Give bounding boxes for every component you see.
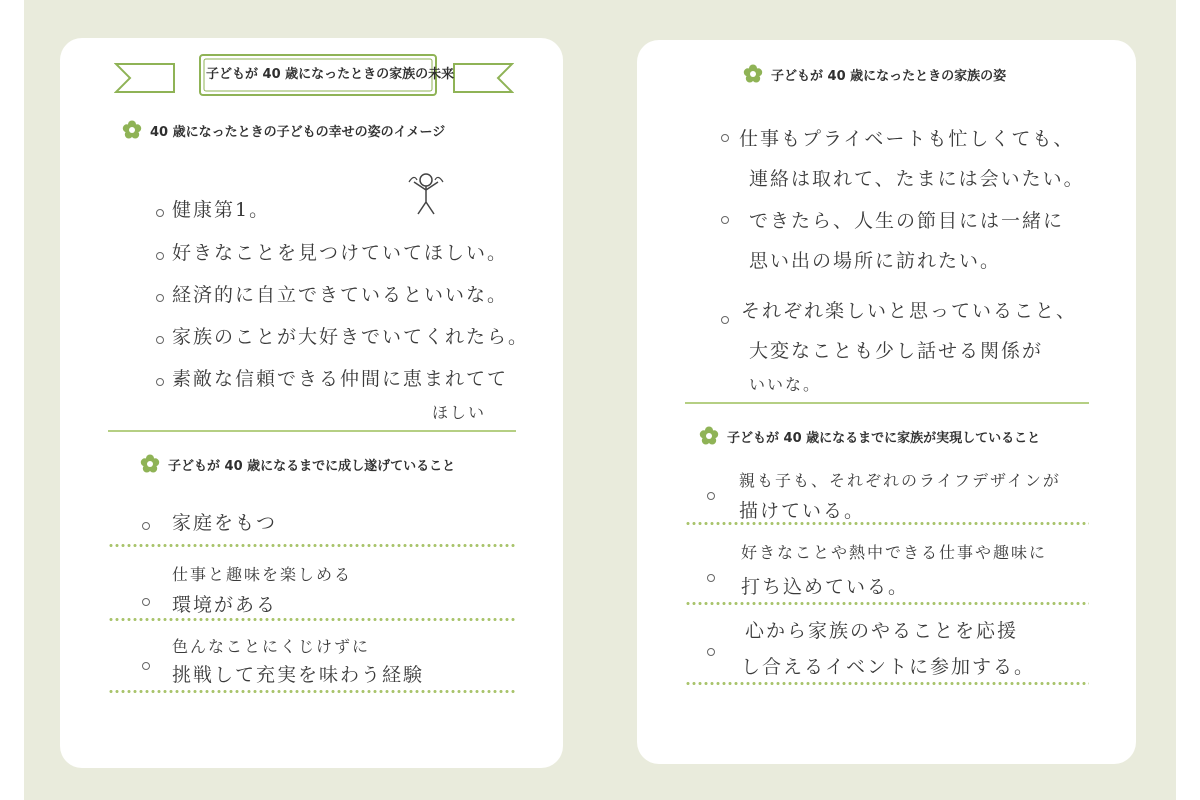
list-item-continuation: し合えるイベントに参加する。 bbox=[741, 656, 1036, 678]
bullet bbox=[142, 662, 150, 670]
stick-figure-drawing bbox=[406, 170, 446, 216]
list-item: 健康第1。 bbox=[172, 199, 271, 221]
bullet bbox=[156, 209, 164, 217]
section-heading-text: 子どもが 40 歳になるまでに成し遂げていること bbox=[168, 458, 456, 474]
bullet bbox=[156, 252, 164, 260]
dotted-line bbox=[685, 682, 1089, 685]
section-heading-achievements bbox=[140, 454, 455, 474]
list-item: 好きなことや熱中できる仕事や趣味に bbox=[741, 543, 1048, 562]
bullet bbox=[707, 492, 715, 500]
bullet bbox=[721, 216, 729, 224]
left-card bbox=[60, 38, 563, 768]
list-item: 経済的に自立できているといいな。 bbox=[172, 284, 509, 306]
list-item: 色んなことにくじけずに bbox=[172, 637, 371, 656]
bullet bbox=[156, 336, 164, 344]
bullet bbox=[142, 598, 150, 606]
bullet bbox=[156, 378, 164, 386]
title-ribbon bbox=[114, 52, 514, 98]
section-heading-happiness bbox=[122, 120, 445, 140]
list-item-continuation: 打ち込めている。 bbox=[741, 576, 910, 598]
bullet bbox=[707, 574, 715, 582]
flower-icon bbox=[140, 454, 160, 474]
list-item: 好きなことを見つけていてほしい。 bbox=[172, 242, 509, 264]
dotted-line bbox=[108, 690, 516, 693]
section-heading-family-form bbox=[743, 64, 1006, 84]
section-heading-text: 子どもが 40 歳になるまでに家族が実現していること bbox=[727, 430, 1041, 446]
list-item: それぞれ楽しいと思っていること、 bbox=[741, 300, 1078, 322]
section-divider bbox=[685, 402, 1089, 404]
list-item: 家族のことが大好きでいてくれたら。 bbox=[172, 326, 530, 348]
list-item-continuation: 連絡は取れて、たまには会いたい。 bbox=[749, 168, 1085, 190]
flower-icon bbox=[699, 426, 719, 446]
dotted-line bbox=[685, 602, 1089, 605]
list-item: 心から家族のやることを応援 bbox=[745, 620, 1019, 642]
section-heading-family-realized bbox=[699, 426, 1040, 446]
list-item-continuation: ほしい bbox=[432, 403, 487, 422]
flower-icon bbox=[122, 120, 142, 140]
list-item-continuation: 描けている。 bbox=[739, 500, 866, 522]
dotted-line bbox=[108, 618, 516, 621]
dotted-line bbox=[685, 522, 1089, 525]
flower-icon bbox=[743, 64, 763, 84]
right-card bbox=[637, 40, 1136, 764]
list-item: 親も子も、それぞれのライフデザインが bbox=[739, 471, 1061, 490]
bullet bbox=[721, 316, 729, 324]
page-title: 子どもが 40 歳になったときの家族の未来 bbox=[206, 67, 455, 82]
list-item-continuation: いいな。 bbox=[749, 375, 822, 394]
section-heading-text: 子どもが 40 歳になったときの家族の姿 bbox=[771, 68, 1007, 84]
list-item: 素敵な信頼できる仲間に恵まれてて bbox=[172, 368, 509, 390]
bullet bbox=[156, 294, 164, 302]
list-item-continuation: 大変なことも少し話せる関係が bbox=[749, 340, 1044, 362]
list-item-continuation: 思い出の場所に訪れたい。 bbox=[749, 250, 1002, 272]
bullet bbox=[707, 648, 715, 656]
section-heading-text: 40 歳になったときの子どもの幸せの姿のイメージ bbox=[150, 124, 446, 140]
section-divider bbox=[108, 430, 516, 432]
list-item-continuation: 環境がある bbox=[172, 594, 278, 616]
list-item: できたら、人生の節目には一緒に bbox=[749, 210, 1065, 232]
list-item: 家庭をもつ bbox=[172, 512, 278, 534]
bullet bbox=[721, 134, 729, 142]
list-item: 仕事もプライベートも忙しくても、 bbox=[739, 128, 1075, 150]
dotted-line bbox=[108, 544, 516, 547]
list-item-continuation: 挑戦して充実を味わう経験 bbox=[172, 664, 425, 686]
bullet bbox=[142, 522, 150, 530]
list-item: 仕事と趣味を楽しめる bbox=[172, 565, 353, 584]
